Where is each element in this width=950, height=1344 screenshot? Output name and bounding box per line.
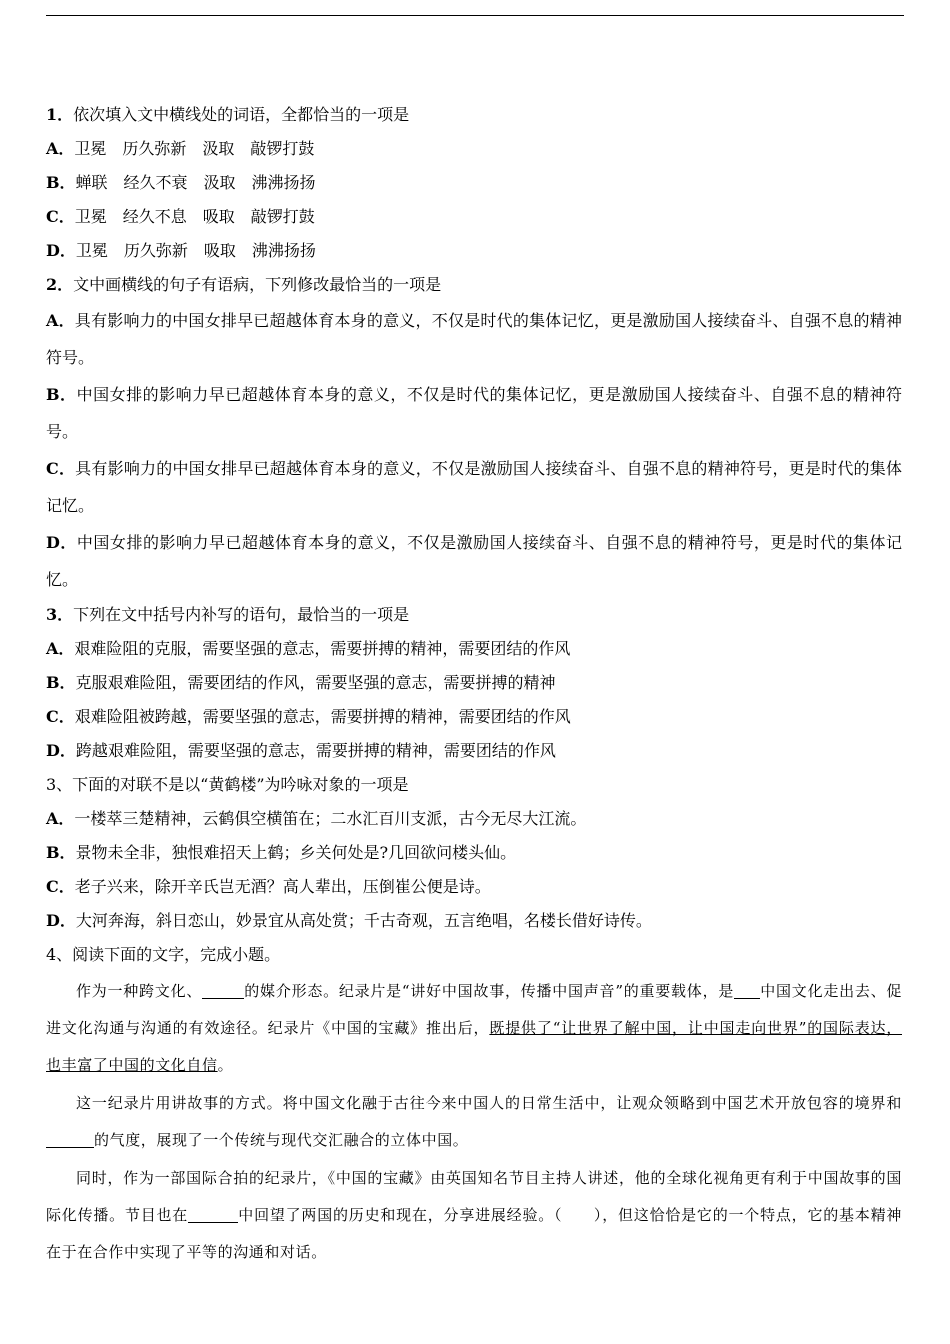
- question-number: 3．: [46, 605, 74, 624]
- question-text: 文中画横线的句子有语病，下列修改最恰当的一项是: [73, 275, 442, 294]
- option-label: D．: [46, 533, 77, 552]
- question-text: 4、阅读下面的文字，完成小题。: [46, 945, 281, 964]
- passage-text: 中国文化走出去、促进文化沟通与沟通的有效途径。纪录片《中国的宝藏》推出后，: [46, 982, 902, 1037]
- option-label: A．: [46, 639, 75, 658]
- option-text: 卫冕 经久不息 吸取 敲锣打鼓: [74, 207, 315, 226]
- option-text: 中国女排的影响力早已超越体育本身的意义，不仅是时代的集体记忆，更是激励国人接续奋斗、自强不息的精神符号。: [46, 385, 902, 441]
- question-1-stem: [46, 98, 902, 132]
- q2-option-a: [46, 302, 902, 376]
- option-label: C．: [46, 707, 75, 726]
- q2-option-b: [46, 376, 902, 450]
- question-text: 3、下面的对联不是以“黄鹤楼”为吟咏对象的一项是: [46, 775, 409, 794]
- header-rule: [46, 15, 904, 16]
- option-text: 一楼萃三楚精神，云鹤俱空横笛在；二水汇百川支派，古今无尽大江流。: [74, 809, 587, 828]
- couplet-option-b: [46, 836, 902, 870]
- question-number: 1．: [46, 105, 74, 124]
- q1-option-b: [46, 166, 902, 200]
- fill-blank: [188, 1206, 238, 1223]
- q1-option-d: [46, 234, 902, 268]
- option-label: A．: [46, 809, 75, 828]
- couplet-question-stem: [46, 768, 902, 802]
- q1-option-a: [46, 132, 902, 166]
- option-label: A．: [46, 139, 75, 158]
- option-label: C．: [46, 207, 75, 226]
- passage-text: 作为一种跨文化、: [76, 982, 203, 1000]
- q3-option-c: [46, 700, 902, 734]
- passage-text: 中回望了两国的历史和现在，分享进展经验。（ ），但这恰恰是它的一个特点，它的基本精神在于在合作中实现了平等的沟通和对话。: [46, 1206, 902, 1261]
- passage-text: 这一纪录片用讲故事的方式。将中国文化融于古往今来中国人的日常生活中，让观众领略到中国艺术开放包容的境界和: [76, 1094, 902, 1112]
- option-text: 大河奔海，斜日恋山，妙景宜从高处赏；千古奇观，五言绝唱，名楼长借好诗传。: [75, 911, 652, 930]
- option-label: B．: [46, 385, 77, 404]
- option-label: B．: [46, 173, 76, 192]
- passage-text: 同时，作为一部国际合拍的纪录片，《中国的宝藏》由英国知名节目主持人讲述，他的全球化视角更有利于中国故事的国际化传播。节目也在: [46, 1169, 902, 1224]
- reading-paragraph-3: [46, 1160, 902, 1271]
- passage-text: 。: [217, 1056, 234, 1074]
- option-text: 中国女排的影响力早已超越体育本身的意义，不仅是激励国人接续奋斗、自强不息的精神符号，更是时代的集体记忆。: [46, 533, 902, 589]
- option-text: 景物未全非，独恨难招天上鹤；乡关何处是?几回欲问楼头仙。: [75, 843, 517, 862]
- option-text: 卫冕 历久弥新 吸取 沸沸扬扬: [75, 241, 316, 260]
- question-text: 下列在文中括号内补写的语句，最恰当的一项是: [73, 605, 410, 624]
- option-text: 艰难险阻被跨越，需要坚强的意志，需要拼搏的精神，需要团结的作风: [74, 707, 571, 726]
- option-text: 克服艰难险阻，需要团结的作风，需要坚强的意志，需要拼搏的精神: [75, 673, 556, 692]
- option-text: 蝉联 经久不衰 汲取 沸沸扬扬: [75, 173, 316, 192]
- reading-paragraph-1: [46, 973, 902, 1084]
- option-label: D．: [46, 911, 76, 930]
- fill-blank: [734, 982, 760, 999]
- q3-option-b: [46, 666, 902, 700]
- question-2-stem: [46, 268, 902, 302]
- option-text: 老子兴来，除开辛氏岂无酒？高人辈出，压倒崔公便是诗。: [74, 877, 491, 896]
- option-label: B．: [46, 843, 76, 862]
- q3-option-d: [46, 734, 902, 768]
- reading-question-stem: [46, 938, 902, 972]
- q3-option-a: [46, 632, 902, 666]
- option-label: D．: [46, 241, 76, 260]
- option-label: C．: [46, 877, 75, 896]
- passage-text: 的媒介形态。纪录片是“讲好中国故事，传播中国声音”的重要载体，是: [244, 982, 735, 1000]
- option-text: 具有影响力的中国女排早已超越体育本身的意义，不仅是时代的集体记忆，更是激励国人接续奋斗、自强不息的精神符号。: [46, 311, 902, 367]
- couplet-option-d: [46, 904, 902, 938]
- q2-option-c: [46, 450, 902, 524]
- q2-option-d: [46, 524, 902, 598]
- option-label: C．: [46, 459, 76, 478]
- fill-blank: [46, 1131, 94, 1148]
- document-body: [46, 98, 902, 1271]
- question-number: 2．: [46, 275, 74, 294]
- underlined-sentence: 既提供了“让世界了解中国，让中国走向世界”的国际表达，也丰富了中国的文化自信: [46, 1019, 902, 1074]
- passage-text: 的气度，展现了一个传统与现代交汇融合的立体中国。: [94, 1131, 469, 1149]
- option-label: A．: [46, 311, 75, 330]
- question-text: 依次填入文中横线处的词语，全都恰当的一项是: [73, 105, 410, 124]
- option-text: 艰难险阻的克服，需要坚强的意志，需要拼搏的精神，需要团结的作风: [74, 639, 571, 658]
- couplet-option-a: [46, 802, 902, 836]
- option-text: 跨越艰难险阻，需要坚强的意志，需要拼搏的精神，需要团结的作风: [75, 741, 556, 760]
- option-text: 具有影响力的中国女排早已超越体育本身的意义，不仅是激励国人接续奋斗、自强不息的精神符号，更是时代的集体记忆。: [46, 459, 902, 515]
- reading-paragraph-2: [46, 1085, 902, 1159]
- couplet-option-c: [46, 870, 902, 904]
- q1-option-c: [46, 200, 902, 234]
- option-label: B．: [46, 673, 76, 692]
- fill-blank: [202, 982, 244, 999]
- option-label: D．: [46, 741, 76, 760]
- question-3-stem: [46, 598, 902, 632]
- option-text: 卫冕 历久弥新 汲取 敲锣打鼓: [74, 139, 315, 158]
